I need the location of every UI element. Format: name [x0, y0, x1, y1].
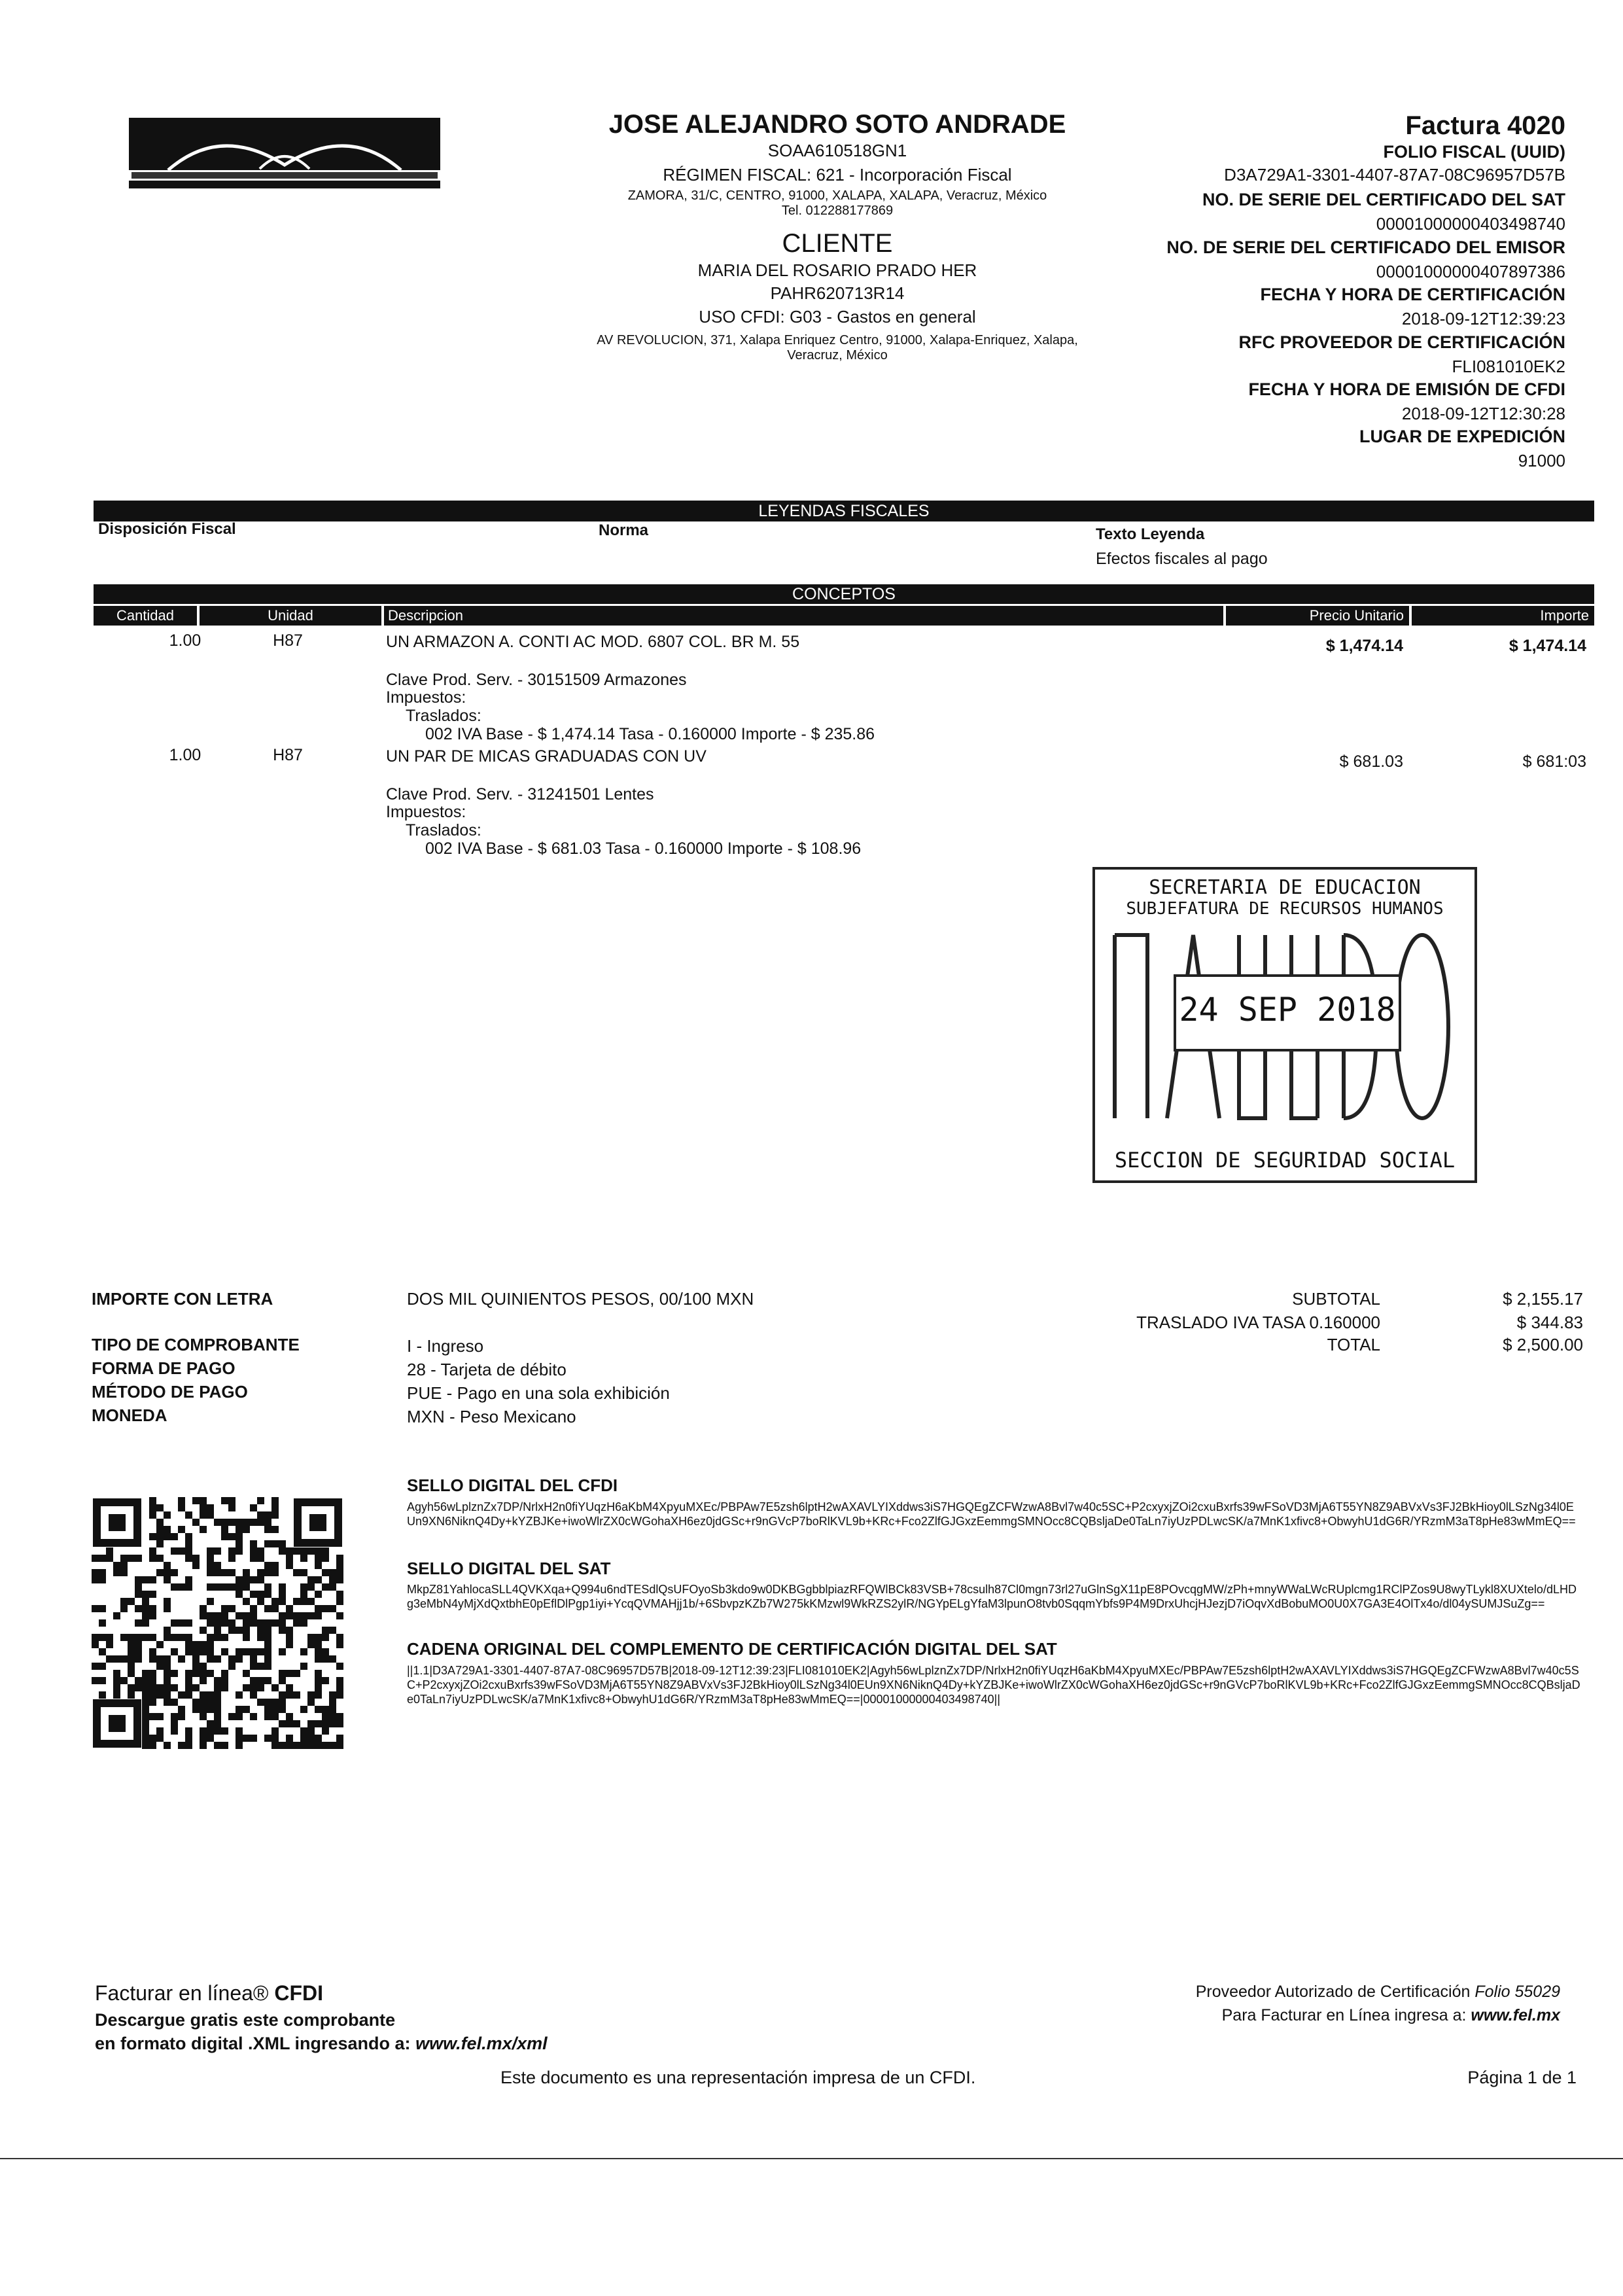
footer-para [981, 2006, 1560, 2025]
cliente-uso-cfdi: USO CFDI: G03 - Gastos en general [699, 307, 976, 327]
footer-proveedor [981, 1983, 1560, 2002]
serie-emisor-label: NO. DE SERIE DEL CERTIFICADO DEL EMISOR [1166, 238, 1565, 257]
sello-sat-value: MkpZ81YahlocaSLL4QVKXqa+Q994u6ndTESdlQsUFOyoSb3kdo9w0DKBGgbblpiazRFQWlBCk83VSB+78csulh87Cl0mgn73rl27uGlnSgX11pE8POvcqgMW/zPh+mnyWWaLWcRUplcmg1RClPZos9U8wyTLykl8XUXtelo/dLHDg3eMbN4yMjXdQxtbhE0pEflDlPgp1iyi+YcqQVMAHjj1b/+6SbvpzKZb7W275kKMzwl9WkRZS2ylR/NGYpELgYfaM3lpunO8tvb0SqqmYbfs9P4M9DrxUhcjHJezjD7iOqvXdBobuMO0U0X7GA3E4OlTx4o/dl04ySUMJSuZg== [407, 1583, 1577, 1610]
fecha-cert-label: FECHA Y HORA DE CERTIFICACIÓN [1260, 285, 1565, 304]
item-iva: 002 IVA Base - $ 681.03 Tasa - 0.160000 Importe - $ 108.96 [425, 839, 862, 858]
company-logo [129, 118, 440, 188]
rfc-prov-value: FLI081010EK2 [1452, 357, 1565, 376]
footer-formato-text: en formato digital .XML ingresando a: [95, 2034, 411, 2053]
cliente-address-2: Veracruz, México [787, 348, 888, 362]
col-cantidad-header: Cantidad [94, 606, 197, 626]
iva-label: TRASLADO IVA TASA 0.160000 [1136, 1313, 1380, 1332]
col-unidad-header: Unidad [200, 606, 381, 626]
item-importe: $ 1,474.14 [1509, 637, 1586, 655]
serie-sat-label: NO. DE SERIE DEL CERTIFICADO DEL SAT [1202, 190, 1565, 209]
col-importe-header: Importe [1412, 606, 1594, 626]
footer-para-text: Para Facturar en Línea ingresa a: [1221, 2006, 1467, 2024]
received-stamp [1092, 867, 1477, 1183]
footer-brand-text: Facturar en línea® [95, 1981, 269, 2005]
item-precio: $ 1,474.14 [1325, 637, 1403, 655]
item-unidad: H87 [273, 631, 303, 650]
stamp-date: 24 SEP 2018 [1179, 991, 1396, 1029]
sello-cfdi-value: Agyh56wLplznZx7DP/NrlxH2n0fiYUqzH6aKbM4XpyuMXEc/PBPAw7E5zsh6lptH2wAXAVLYIXddws3iS7HGQEgZCFWzwA8Bvl7w40c5SC+P2cxyxjZOi2cxuBxrfs39wFSoVD3MjA6T55YN8Z9ABVxVs3FJ2BkHioy0lLSzNg34l0EUn9XN6NiknQ4Dy+kYZBJKe+iwoWlrZX0cWGohaXH6ez0jdGSc+r9nGVcP7boRlKVL9b+KRc+Fco2ZlfGJGxzEemmgSMNOcc8CQBsljaDe0TaLn7iyUzPDLwcSK/a7MnK1xfivc8+ObwyhU1dG6R/YRzmM3aT8pHe83wMmEQ== [407, 1500, 1576, 1528]
footer-brand [95, 1981, 323, 2005]
item-traslados: Traslados: [406, 707, 481, 725]
total-value: $ 2,500.00 [1503, 1335, 1583, 1354]
metodo-label: MÉTODO DE PAGO [92, 1382, 248, 1402]
sello-sat-label: SELLO DIGITAL DEL SAT [407, 1559, 611, 1578]
leyendas-bar: LEYENDAS FISCALES [94, 501, 1594, 521]
leyendas-col-disposicion: Disposición Fiscal [98, 520, 236, 538]
item-impuestos: Impuestos: [386, 803, 466, 821]
total-label: TOTAL [1327, 1335, 1380, 1354]
item-impuestos: Impuestos: [386, 688, 466, 707]
issuer-rfc: SOAA610518GN1 [767, 141, 907, 160]
item-clave: Clave Prod. Serv. - 31241501 Lentes [386, 785, 654, 804]
item-cantidad: 1.00 [169, 746, 201, 764]
footer-proveedor-folio: Folio 55029 [1475, 1983, 1560, 2001]
footer-formato [95, 2034, 548, 2054]
cadena-value: ||1.1|D3A729A1-3301-4407-87A7-08C96957D57B|2018-09-12T12:39:23|FLI081010EK2|Agyh56wLplznZx7DP/NrlxH2n0fiYUqzH6aKbM4XpyuMXEc/PBPAw7E5zsh6lptH2wAXAVLYIXddws3iS7HGQEgZCFWzwA8Bvl7w40c5SC+P2cxyxjZOi2cxuBxrfs39wFSoVD3MjA6T55YN8Z9ABVxVs3FJ2BkHioy0lLSzNg34l0EUn9XN6NiknQ4Dy+kYZBJKe+iwoWlrZX0cWGohaXH6ez0jdGSc+r9nGVcP7boRlKVL9b+KRc+Fco2ZlfGJGxzEemmgSMNOcc8CQBsljaDe0TaLn7iyUzPDLwcSK/a7MnK1xfivc8+ObwyhU1dG6R/YRzmM3aT8pHe83wMmEQ==|00001000000403498740|| [407, 1664, 1580, 1706]
item-precio: $ 681.03 [1339, 752, 1403, 771]
leyendas-col-texto: Texto Leyenda [1096, 525, 1205, 543]
item-traslados: Traslados: [406, 821, 481, 839]
rfc-prov-label: RFC PROVEEDOR DE CERTIFICACIÓN [1238, 332, 1565, 352]
serie-emisor-value: 00001000000407897386 [1376, 262, 1565, 281]
item-cantidad: 1.00 [169, 631, 201, 650]
leyendas-col-norma: Norma [599, 521, 649, 539]
footer-brand-cfdi: CFDI [274, 1981, 324, 2005]
footer-representacion: Este documento es una representación impresa de un CFDI. [500, 2068, 976, 2087]
issuer-name: JOSE ALEJANDRO SOTO ANDRADE [608, 110, 1066, 139]
tipo-label: TIPO DE COMPROBANTE [92, 1335, 300, 1354]
subtotal-value: $ 2,155.17 [1503, 1289, 1583, 1309]
folio-value: D3A729A1-3301-4407-87A7-08C96957D57B [1224, 165, 1565, 185]
col-descripcion-header: Descripcion [384, 606, 1223, 626]
item-importe: $ 681:03 [1522, 752, 1586, 771]
qr-code [92, 1497, 343, 1749]
folio-label: FOLIO FISCAL (UUID) [1383, 142, 1565, 162]
forma-value: 28 - Tarjeta de débito [407, 1360, 567, 1379]
tipo-value: I - Ingreso [407, 1336, 484, 1356]
bottom-divider [0, 2158, 1623, 2159]
footer-pagina: Página 1 de 1 [1467, 2068, 1577, 2087]
fecha-emision-label: FECHA Y HORA DE EMISIÓN DE CFDI [1248, 380, 1565, 399]
item-descripcion: UN ARMAZON A. CONTI AC MOD. 6807 COL. BR M. 55 [386, 633, 800, 651]
col-precio-header: Precio Unitario [1226, 606, 1409, 626]
fecha-emision-value: 2018-09-12T12:30:28 [1401, 404, 1565, 423]
cliente-heading: CLIENTE [782, 229, 893, 258]
item-descripcion: UN PAR DE MICAS GRADUADAS CON UV [386, 747, 707, 766]
stamp-line2: SUBJEFATURA DE RECURSOS HUMANOS [1126, 899, 1444, 919]
lugar-label: LUGAR DE EXPEDICIÓN [1359, 427, 1565, 446]
item-iva: 002 IVA Base - $ 1,474.14 Tasa - 0.160000 Importe - $ 235.86 [425, 725, 875, 743]
forma-label: FORMA DE PAGO [92, 1358, 236, 1378]
moneda-label: MONEDA [92, 1405, 167, 1425]
sello-cfdi-label: SELLO DIGITAL DEL CFDI [407, 1475, 618, 1495]
footer-descargue: Descargue gratis este comprobante [95, 2010, 396, 2030]
cadena-label: CADENA ORIGINAL DEL COMPLEMENTO DE CERTIFICACIÓN DIGITAL DEL SAT [407, 1639, 1057, 1659]
leyendas-texto-value: Efectos fiscales al pago [1096, 550, 1268, 568]
cliente-rfc: PAHR620713R14 [770, 283, 905, 303]
footer-proveedor-text: Proveedor Autorizado de Certificación [1195, 1983, 1471, 2001]
cliente-name: MARIA DEL ROSARIO PRADO HER [697, 260, 977, 280]
issuer-regimen: RÉGIMEN FISCAL: 621 - Incorporación Fiscal [663, 165, 1012, 185]
importe-letra-label: IMPORTE CON LETRA [92, 1289, 273, 1309]
conceptos-bar: CONCEPTOS [94, 584, 1594, 604]
subtotal-label: SUBTOTAL [1292, 1289, 1380, 1309]
factura-title: Factura 4020 [1405, 111, 1565, 140]
issuer-tel: Tel. 012288177869 [781, 203, 894, 218]
issuer-address: ZAMORA, 31/C, CENTRO, 91000, XALAPA, XALAPA, Veracruz, México [627, 188, 1047, 203]
fecha-cert-value: 2018-09-12T12:39:23 [1401, 309, 1565, 328]
item-unidad: H87 [273, 746, 303, 764]
footer-fel-link[interactable]: www.fel.mx [1471, 2006, 1560, 2024]
lugar-value: 91000 [1518, 451, 1565, 470]
importe-letra-value: DOS MIL QUINIENTOS PESOS, 00/100 MXN [407, 1289, 754, 1309]
moneda-value: MXN - Peso Mexicano [407, 1407, 576, 1426]
stamp-line1: SECRETARIA DE EDUCACION [1149, 876, 1421, 899]
cliente-address-1: AV REVOLUCION, 371, Xalapa Enriquez Centro, 91000, Xalapa-Enriquez, Xalapa, [597, 333, 1078, 347]
serie-sat-value: 00001000000403498740 [1376, 214, 1565, 234]
metodo-value: PUE - Pago en una sola exhibición [407, 1383, 670, 1403]
iva-value: $ 344.83 [1516, 1313, 1583, 1332]
item-clave: Clave Prod. Serv. - 30151509 Armazones [386, 671, 687, 689]
footer-xml-link[interactable]: www.fel.mx/xml [415, 2034, 548, 2053]
stamp-line3: SECCION DE SEGURIDAD SOCIAL [1114, 1148, 1456, 1173]
